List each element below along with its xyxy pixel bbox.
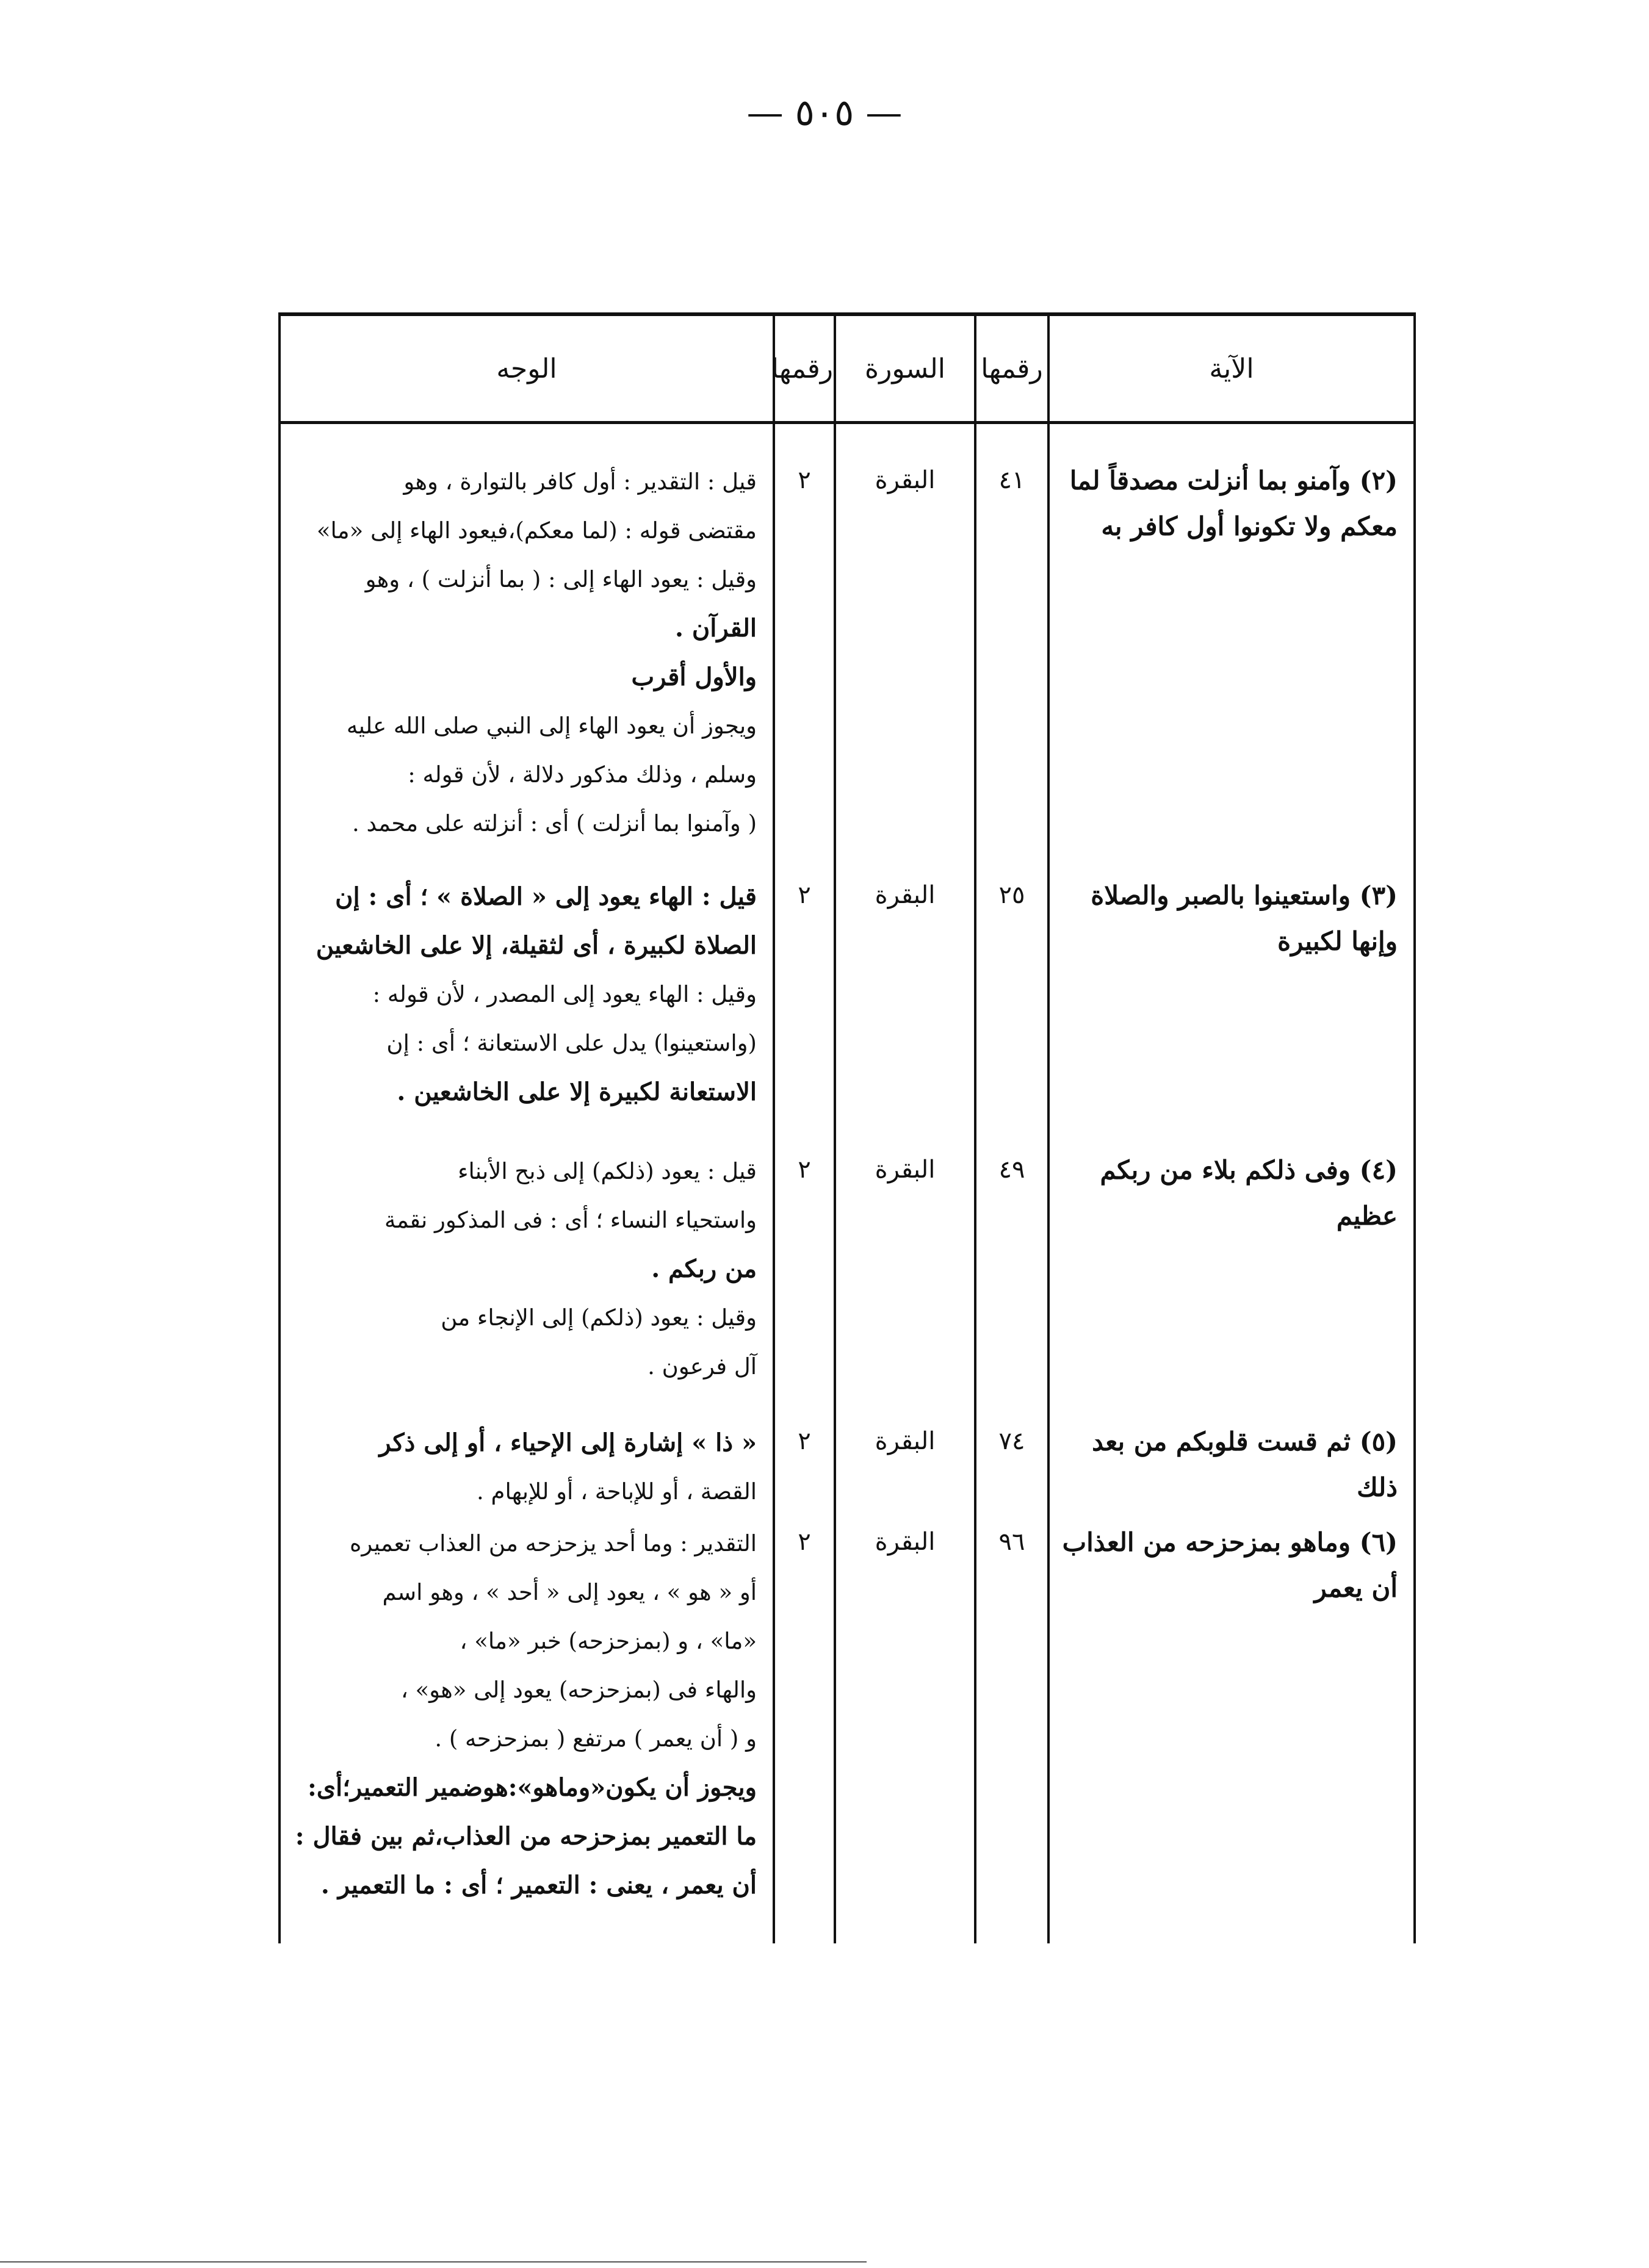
- aya-text: (٤) وفى ذلكم بلاء من ربكم عظيم: [1100, 1155, 1398, 1231]
- column-sura-number: [774, 423, 835, 1944]
- sura-number: ٢: [798, 466, 811, 494]
- wajh-line: وسلم ، وذلك مذكور دلالة ، لأن قوله :: [408, 761, 757, 788]
- sura-number: ٢: [798, 1427, 811, 1455]
- verse-number: ٢٥: [998, 881, 1025, 909]
- header-sura-number: رقمها: [774, 314, 835, 423]
- verse-number: ٩٦: [998, 1528, 1025, 1556]
- aya-text: (٢) وآمنو بما أنزلت مصدقاً لما معكم ولا تكونوا أول كافر به: [1069, 466, 1398, 541]
- header-sura: السورة: [835, 314, 975, 423]
- sura-name: البقرة: [875, 881, 936, 909]
- wajh-line: والهاء فى (بمزحزحه) يعود إلى «هو» ،: [400, 1677, 757, 1703]
- verse-number: ٤٩: [998, 1156, 1025, 1184]
- wajh-line: وقيل : الهاء يعود إلى المصدر ، لأن قوله :: [372, 981, 757, 1007]
- wajh-line: «ما» ، و (بمزحزحه) خبر «ما» ،: [460, 1628, 757, 1654]
- verses-table: [278, 312, 1416, 1943]
- sura-name: البقرة: [875, 1427, 936, 1455]
- aya-text: (٣) واستعينوا بالصبر والصلاة وإنها لكبيرة: [1091, 880, 1398, 956]
- page-number: — ٥٠٥ —: [746, 92, 903, 134]
- sura-number: ٢: [798, 1156, 811, 1184]
- verse-number: ٧٤: [998, 1427, 1025, 1455]
- header-wajh: الوجه: [280, 314, 774, 423]
- wajh-line: قيل : الهاء يعود إلى « الصلاة » ؛ أى : إن: [335, 882, 757, 911]
- aya-text: (٦) وماهو بمزحزحه من العذاب أن يعمر: [1062, 1527, 1398, 1603]
- sura-number: ٢: [798, 1528, 811, 1556]
- header-verse-number: رقمها: [975, 314, 1048, 423]
- aya-text: (٥) ثم قست قلوبكم من بعد ذلك: [1092, 1427, 1398, 1502]
- verse-number: ٤١: [998, 466, 1025, 494]
- wajh-block: [281, 1147, 773, 1391]
- wajh-line: وقيل : يعود (ذلكم) إلى الإنجاء من: [441, 1305, 757, 1331]
- table-body-row: [280, 423, 1415, 1944]
- wajh-line: ويجوز أن يعود الهاء إلى النبي صلى الله عليه: [346, 713, 757, 739]
- wajh-line: ما التعمير بمزحزحه من العذاب،ثم بين فقال :: [295, 1822, 757, 1851]
- wajh-line: ويجوز أن يكون«وماهو»:هوضمير التعمير؛أى:: [307, 1773, 757, 1802]
- wajh-line: الصلاة لكبيرة ، أى لثقيلة، إلا على الخاشعين: [316, 931, 757, 960]
- footer-rule: [0, 2261, 867, 2263]
- wajh-line: أن يعمر ، يعنى : التعمير ؛ أى : ما التعمير .: [320, 1871, 757, 1899]
- wajh-line: ( وآمنوا بما أنزلت ) أى : أنزلته على محمد .: [352, 810, 757, 837]
- column-aya: [1048, 423, 1415, 1944]
- wajh-line: آل فرعون .: [648, 1353, 757, 1380]
- wajh-block: [281, 1419, 773, 1516]
- sura-name: البقرة: [875, 1156, 936, 1184]
- wajh-line: واستحياء النساء ؛ أى : فى المذكور نقمة: [384, 1207, 757, 1233]
- wajh-line: من ربكم .: [651, 1255, 757, 1283]
- wajh-line: « ذا » إشارة إلى الإحياء ، أو إلى ذكر: [379, 1428, 757, 1457]
- wajh-block: [281, 1519, 773, 1910]
- column-sura: [835, 423, 975, 1944]
- table-header-row: [280, 314, 1415, 423]
- wajh-line: والأول أقرب: [631, 663, 757, 691]
- wajh-line: (واستعينوا) يدل على الاستعانة ؛ أى : إن: [386, 1030, 757, 1056]
- wajh-line: القصة ، أو للإباحة ، أو للإبهام .: [477, 1478, 757, 1505]
- wajh-block: [281, 458, 773, 848]
- wajh-line: مقتضى قوله : (لما معكم)،فيعود الهاء إلى «ما»: [316, 517, 757, 544]
- column-verse-number: [975, 423, 1048, 1944]
- wajh-line: القرآن .: [675, 614, 757, 643]
- wajh-line: قيل : التقدير : أول كافر بالتوارة ، وهو: [403, 469, 757, 495]
- wajh-block: [281, 873, 773, 1117]
- wajh-line: و ( أن يعمر ) مرتفع ( بمزحزحه ) .: [435, 1726, 757, 1752]
- sura-name: البقرة: [875, 466, 936, 494]
- wajh-line: أو « هو » ، يعود إلى « أحد » ، وهو اسم: [382, 1579, 757, 1605]
- sura-name: البقرة: [875, 1528, 936, 1556]
- wajh-line: الاستعانة لكبيرة إلا على الخاشعين .: [397, 1078, 757, 1106]
- wajh-line: وقيل : يعود الهاء إلى : ( بما أنزلت ) ، وهو: [365, 566, 757, 592]
- column-wajh: [280, 423, 774, 1944]
- sura-number: ٢: [798, 881, 811, 909]
- wajh-line: قيل : يعود (ذلكم) إلى ذبح الأبناء: [458, 1158, 757, 1184]
- wajh-line: التقدير : وما أحد يزحزحه من العذاب تعميره: [349, 1530, 757, 1557]
- header-aya: الآية: [1048, 314, 1415, 423]
